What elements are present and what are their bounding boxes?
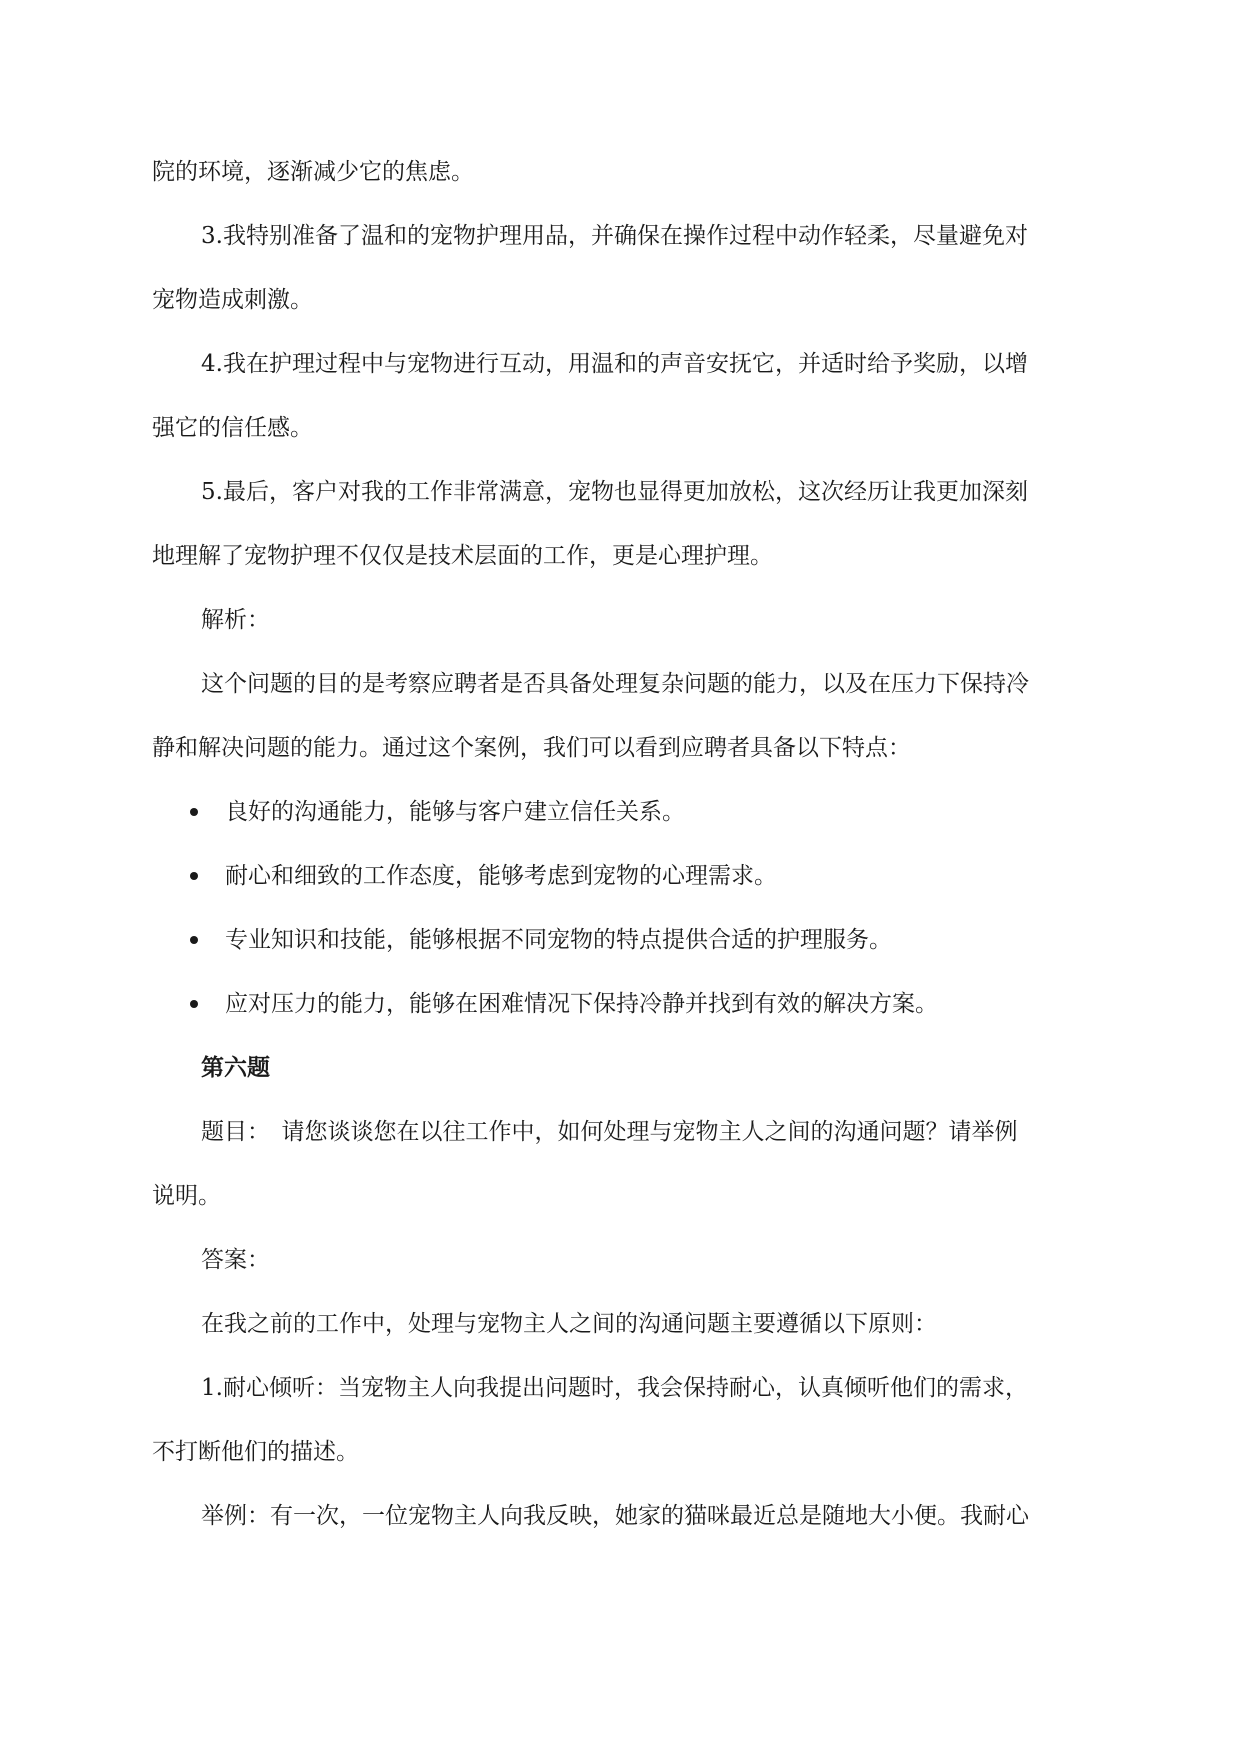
paragraph-line: 1.耐心倾听：当宠物主人向我提出问题时，我会保持耐心，认真倾听他们的需求， [201,1375,1028,1401]
document-body [152,140,1097,1548]
bullet-icon [190,1000,198,1008]
bullet-item [152,844,1097,908]
answer-label: 答案： [201,1247,270,1273]
analysis-label: 解析： [201,607,270,633]
paragraph-line: 举例：有一次，一位宠物主人向我反映，她家的猫咪最近总是随地大小便。我耐心 [201,1503,1029,1529]
bullet-item [152,780,1097,844]
bullet-text: 应对压力的能力，能够在困难情况下保持冷静并找到有效的解决方案。 [225,991,938,1017]
paragraph-line: 院的环境，逐渐减少它的焦虑。 [152,159,474,185]
paragraph-line: 不打断他们的描述。 [152,1439,359,1465]
paragraph-line: 地理解了宠物护理不仅仅是技术层面的工作，更是心理护理。 [152,543,773,569]
paragraph-line: 强它的信任感。 [152,415,313,441]
answer-intro: 在我之前的工作中，处理与宠物主人之间的沟通问题主要遵循以下原则： [201,1311,937,1337]
question-line: 题目： 请您谈谈您在以往工作中，如何处理与宠物主人之间的沟通问题？请举例 [201,1119,1018,1145]
bullet-text: 良好的沟通能力，能够与客户建立信任关系。 [225,799,685,825]
bullet-icon [190,872,198,880]
section-heading: 第六题 [201,1055,270,1081]
paragraph-line: 宠物造成刺激。 [152,287,313,313]
question-line: 说明。 [152,1183,221,1209]
paragraph-line: 这个问题的目的是考察应聘者是否具备处理复杂问题的能力，以及在压力下保持冷 [201,671,1029,697]
bullet-item [152,908,1097,972]
bullet-icon [190,808,198,816]
paragraph-line: 3.我特别准备了温和的宠物护理用品，并确保在操作过程中动作轻柔，尽量避免对 [201,223,1028,249]
paragraph-line: 静和解决问题的能力。通过这个案例，我们可以看到应聘者具备以下特点： [152,735,911,761]
bullet-text: 专业知识和技能，能够根据不同宠物的特点提供合适的护理服务。 [225,927,892,953]
paragraph-line: 4.我在护理过程中与宠物进行互动，用温和的声音安抚它，并适时给予奖励，以增 [201,351,1028,377]
paragraph-line: 5.最后，客户对我的工作非常满意，宠物也显得更加放松，这次经历让我更加深刻 [201,479,1028,505]
bullet-item [152,972,1097,1036]
bullet-text: 耐心和细致的工作态度，能够考虑到宠物的心理需求。 [225,863,777,889]
bullet-icon [190,936,198,944]
